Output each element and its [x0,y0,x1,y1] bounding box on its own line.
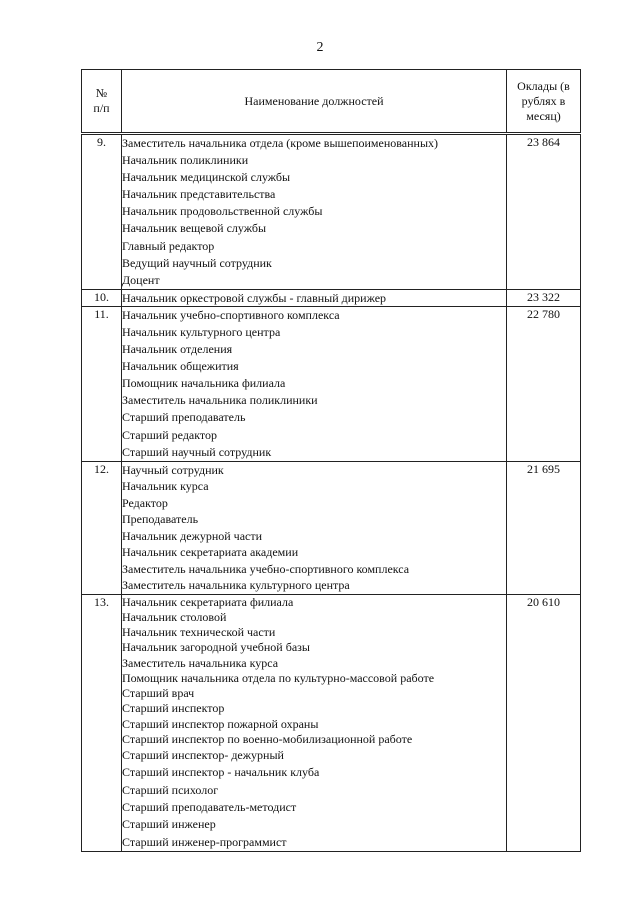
position-name: Начальник столовой [122,609,227,624]
position-name: Заместитель начальника учебно-спортивного комплекса [122,561,410,576]
position-name: Начальник медицинской службы [122,170,291,185]
position-name: Преподаватель [122,512,199,527]
position-name: Старший редактор [122,427,218,442]
position-name: Начальник отделения [122,342,233,357]
position-name: Помощник начальника филиала [122,376,286,391]
position-name: Начальник курса [122,479,209,494]
table-row [82,461,581,594]
row-number: 9. [82,134,122,290]
position-list [122,461,507,594]
position-name: Начальник дежурной части [122,528,263,543]
position-name: Начальник оркестровой службы - главный дирижер [122,290,387,305]
position-name: Начальник продовольственной службы [122,204,323,219]
row-number: 10. [82,289,122,306]
row-number: 13. [82,594,122,851]
position-name: Старший инспектор [122,701,225,716]
header-salary-line: месяц) [526,108,561,123]
position-name: Доцент [122,272,160,287]
position-name: Старший преподаватель [122,410,246,425]
header-number-line: п/п [93,101,110,115]
header-number [82,70,122,134]
table-row [82,289,581,306]
position-name: Начальник технической части [122,625,276,640]
position-name: Начальник представительства [122,187,276,202]
position-name: Начальник вещевой службы [122,221,267,236]
table-row [82,594,581,851]
position-name: Начальник общежития [122,359,239,374]
position-list [122,289,507,306]
position-name: Старший инспектор пожарной охраны [122,716,319,731]
salary-value: 21 695 [507,461,581,594]
table-row [82,306,581,461]
position-name: Старший психолог [122,782,219,797]
position-name: Главный редактор [122,238,215,253]
position-name: Начальник поликлиники [122,153,249,168]
position-name: Старший инженер [122,817,216,832]
salary-value: 22 780 [507,306,581,461]
header-position-name: Наименование должностей [122,70,507,134]
header-salary-line: Оклады (в [517,78,570,93]
position-name: Старший инспектор- дежурный [122,748,284,763]
position-name: Старший врач [122,686,195,701]
position-name: Помощник начальника отдела по культурно-массовой работе [122,670,435,685]
position-list [122,134,507,290]
table-header-row [82,70,581,134]
position-name: Заместитель начальника отдела (кроме вышепоименованных) [122,136,439,150]
salary-table [81,69,581,852]
position-list [122,306,507,461]
row-number: 12. [82,461,122,594]
salary-value: 23 322 [507,289,581,306]
position-name: Старший преподаватель-методист [122,800,297,815]
position-name: Начальник учебно-спортивного комплекса [122,307,340,322]
salary-value: 20 610 [507,594,581,851]
position-name: Старший инженер-программист [122,834,287,849]
position-name: Старший научный сотрудник [122,444,272,459]
position-name: Заместитель начальника поликлиники [122,393,318,408]
position-name: Научный сотрудник [122,462,224,477]
position-name: Начальник секретариата академии [122,545,299,560]
position-name: Старший инспектор по военно-мобилизационной работе [122,731,413,746]
table-row [82,134,581,290]
position-name: Ведущий научный сотрудник [122,255,272,270]
position-list [122,594,507,851]
position-name: Начальник загородной учебной базы [122,640,310,655]
position-name: Начальник секретариата филиала [122,594,294,609]
header-salary-line: рублях в [521,93,566,108]
salary-value: 23 864 [507,134,581,290]
row-number: 11. [82,306,122,461]
header-salary [507,70,581,134]
position-name: Редактор [122,495,168,510]
position-name: Заместитель начальника курса [122,655,279,670]
header-number-line: № [95,86,108,100]
position-name: Начальник культурного центра [122,324,281,339]
position-name: Старший инспектор - начальник клуба [122,765,320,780]
position-name: Заместитель начальника культурного центра [122,578,350,593]
page-number: 2 [316,40,324,55]
